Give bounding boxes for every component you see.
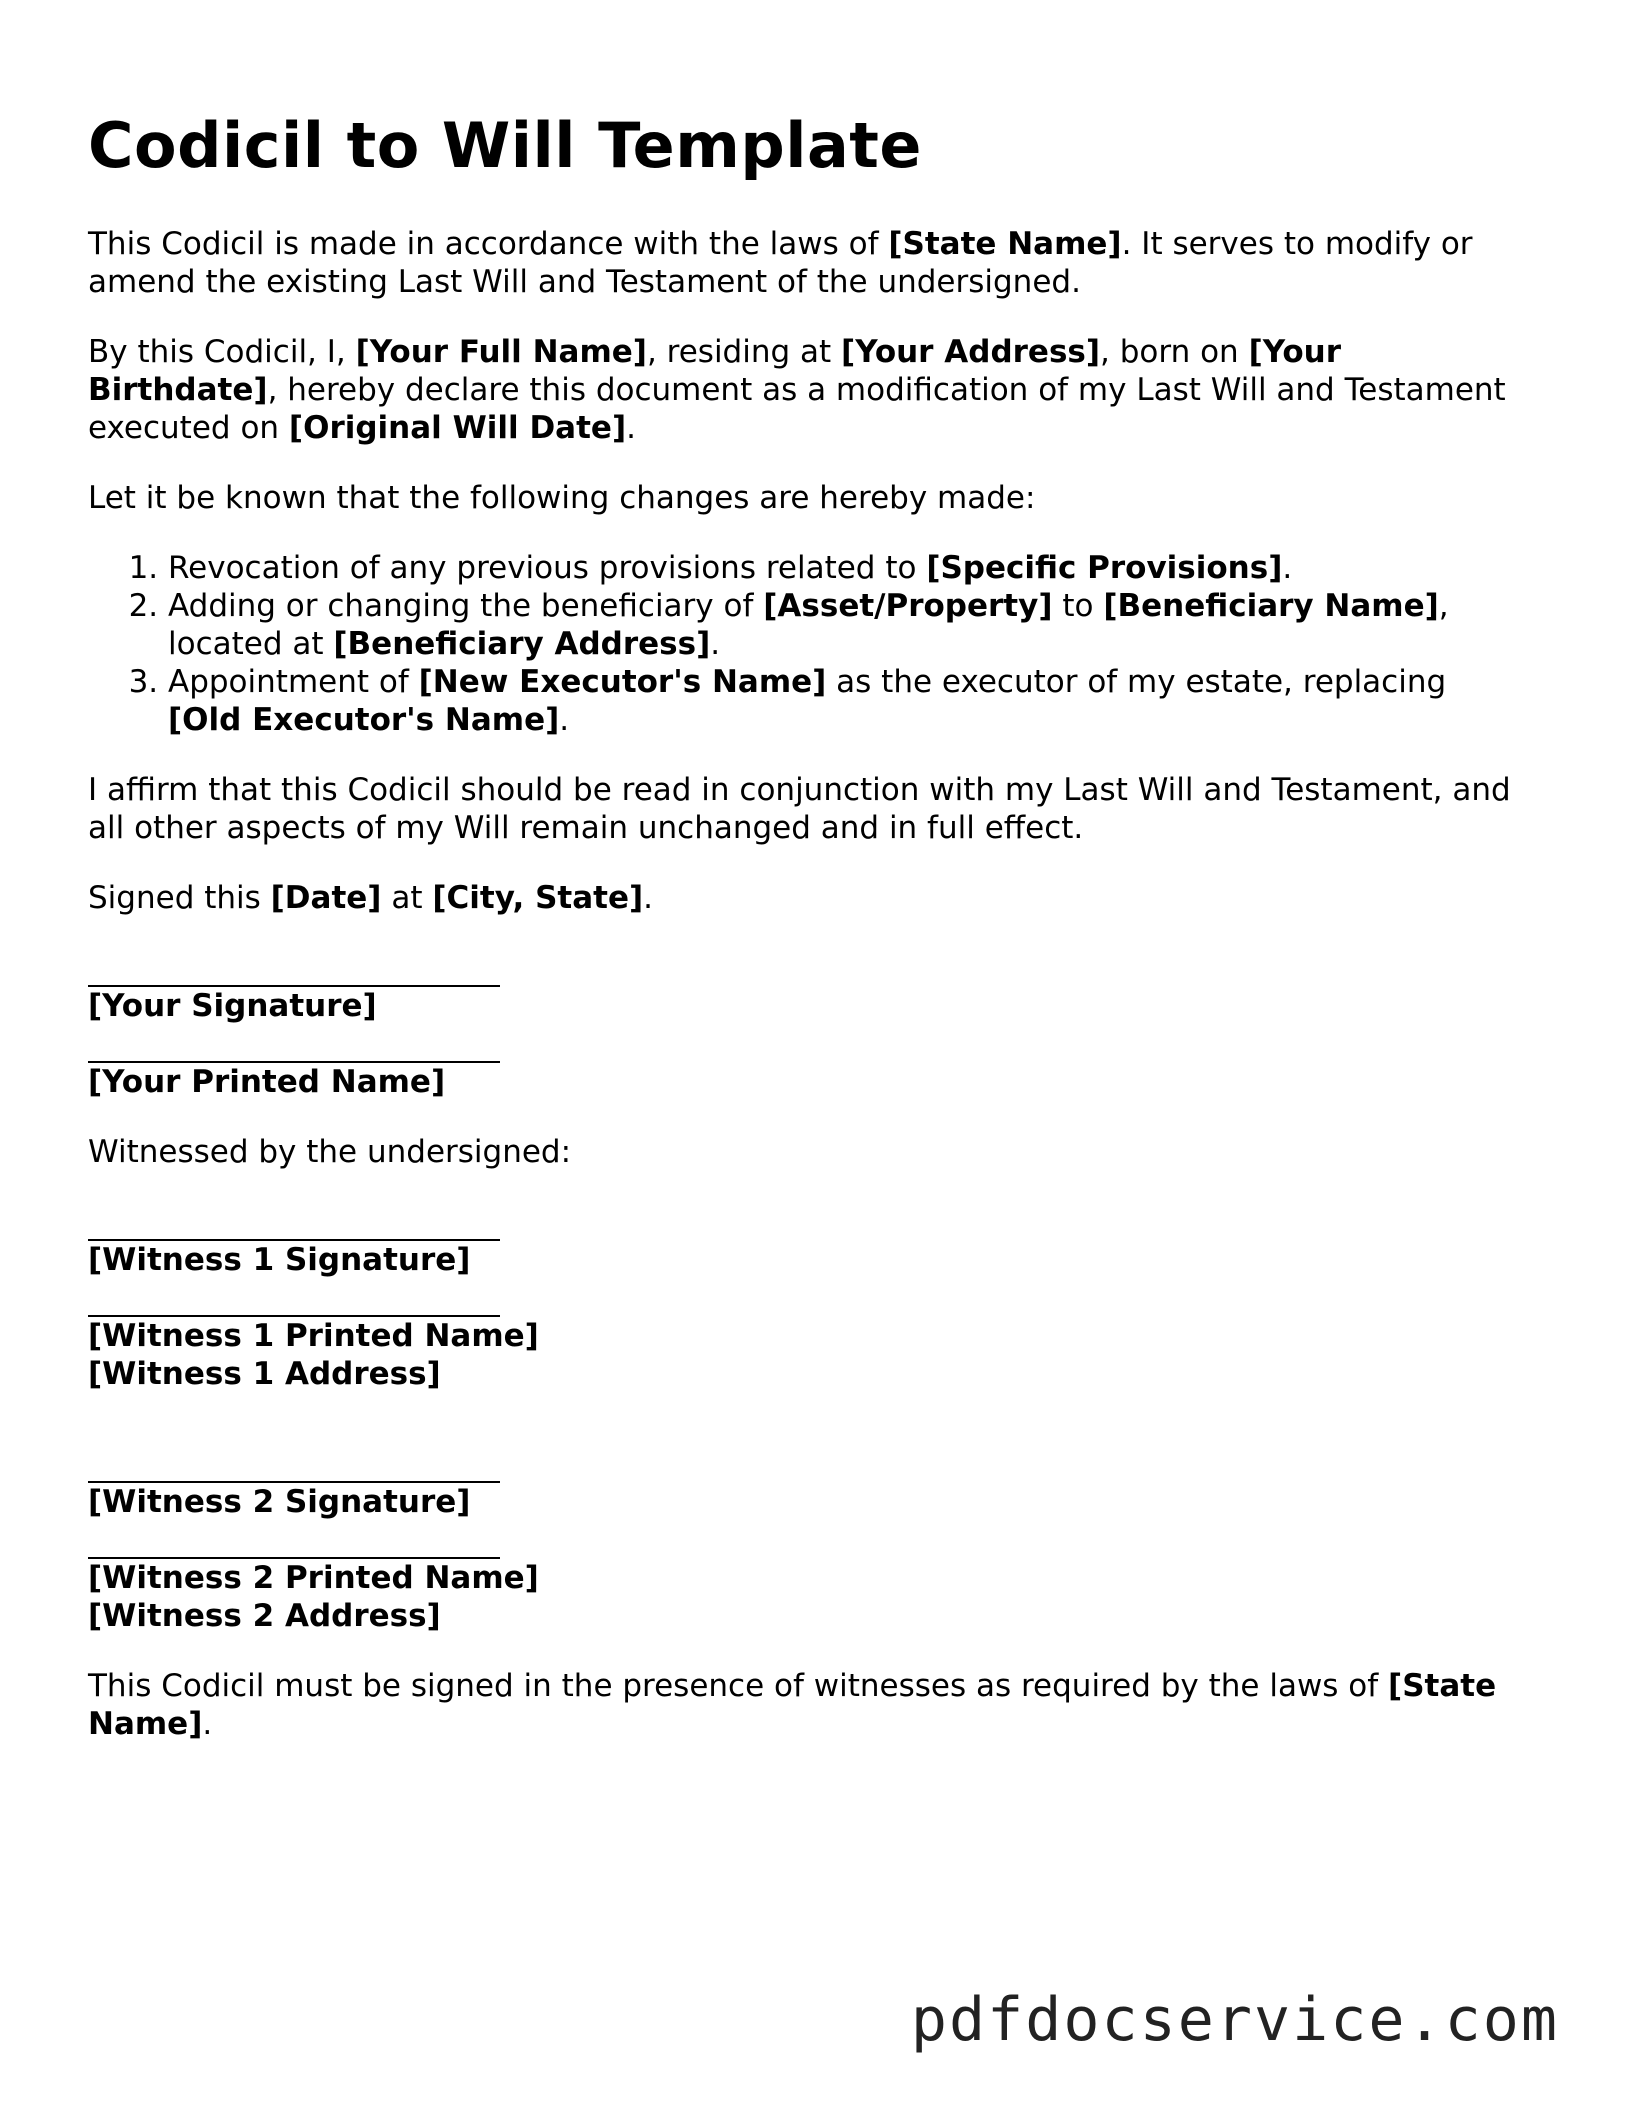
witness-1-printed-name-line[interactable]	[88, 1279, 500, 1317]
birthdate-placeholder: [Your Birthdate]	[88, 334, 1341, 409]
city-state-placeholder: [City, State]	[432, 880, 644, 917]
affirmation-paragraph: I affirm that this Codicil should be read in conjunction with my Last Will and Testament, and all other aspects of my Will remain unchanged and in full effect.	[88, 772, 1511, 847]
specific-provisions-placeholder: [Specific Provisions]	[926, 550, 1283, 587]
watermark-text: pdfdocservice.com	[910, 1985, 1559, 2055]
changes-list	[88, 549, 1528, 739]
beneficiary-address-placeholder: [Beneficiary Address]	[333, 626, 711, 663]
full-name-placeholder: [Your Full Name]	[355, 334, 647, 371]
change-item-3: 3. Appointment of [New Executor's Name] as the executor of my estate, replacing [Old Executor's Name].	[168, 663, 1528, 739]
witness-2-block	[88, 1445, 1528, 1635]
witness-1-signature-label: [Witness 1 Signature]	[88, 1242, 471, 1279]
document-page	[88, 110, 1528, 1775]
witness-2-printed-name-line[interactable]	[88, 1521, 500, 1559]
asset-placeholder: [Asset/Property]	[763, 588, 1053, 625]
witness-intro: Witnessed by the undersigned:	[88, 1134, 572, 1171]
new-executor-placeholder: [New Executor's Name]	[418, 664, 827, 701]
your-printed-name-label: [Your Printed Name]	[88, 1064, 446, 1101]
your-signature-line[interactable]	[88, 949, 500, 987]
declaration-paragraph: By this Codicil, I, [Your Full Name], residing at [Your Address], born on [Your Birthdate], hereby declare this document as a modification of my Last Will and Testament executed on [Original Will Date].	[88, 334, 1506, 447]
your-printed-name-line[interactable]	[88, 1025, 500, 1063]
your-signature-label: [Your Signature]	[88, 988, 377, 1025]
witness-2-address-label: [Witness 2 Address]	[88, 1598, 441, 1635]
intro-paragraph: This Codicil is made in accordance with the laws of [State Name]. It serves to modify or amend the existing Last Will and Testament of the undersigned.	[88, 226, 1473, 301]
signed-paragraph: Signed this [Date] at [City, State].	[88, 880, 654, 917]
witness-2-signature-label: [Witness 2 Signature]	[88, 1484, 471, 1521]
date-placeholder: [Date]	[270, 880, 382, 917]
will-date-placeholder: [Original Will Date]	[288, 410, 627, 447]
signer-signature-block	[88, 949, 1528, 1101]
beneficiary-name-placeholder: [Beneficiary Name]	[1103, 588, 1439, 625]
closing-state-name-placeholder: [State Name]	[88, 1668, 1497, 1743]
changes-intro: Let it be known that the following changes are hereby made:	[88, 480, 1036, 517]
document-title: Codicil to Will Template	[88, 109, 922, 182]
closing-paragraph: This Codicil must be signed in the presence of witnesses as required by the laws of [State Name].	[88, 1668, 1497, 1743]
address-placeholder: [Your Address]	[841, 334, 1101, 371]
old-executor-placeholder: [Old Executor's Name]	[168, 702, 560, 739]
change-item-2: 2. Adding or changing the beneficiary of [Asset/Property] to [Beneficiary Name], located at [Beneficiary Address].	[168, 587, 1528, 663]
witness-2-printed-name-label: [Witness 2 Printed Name]	[88, 1560, 539, 1597]
witness-1-address-label: [Witness 1 Address]	[88, 1356, 441, 1393]
witness-1-signature-line[interactable]	[88, 1203, 500, 1241]
witness-2-signature-line[interactable]	[88, 1445, 500, 1483]
state-name-placeholder: [State Name]	[888, 226, 1122, 263]
witness-1-printed-name-label: [Witness 1 Printed Name]	[88, 1318, 539, 1355]
change-item-1: 1. Revocation of any previous provisions related to [Specific Provisions].	[168, 549, 1528, 587]
witness-1-block	[88, 1203, 1528, 1393]
